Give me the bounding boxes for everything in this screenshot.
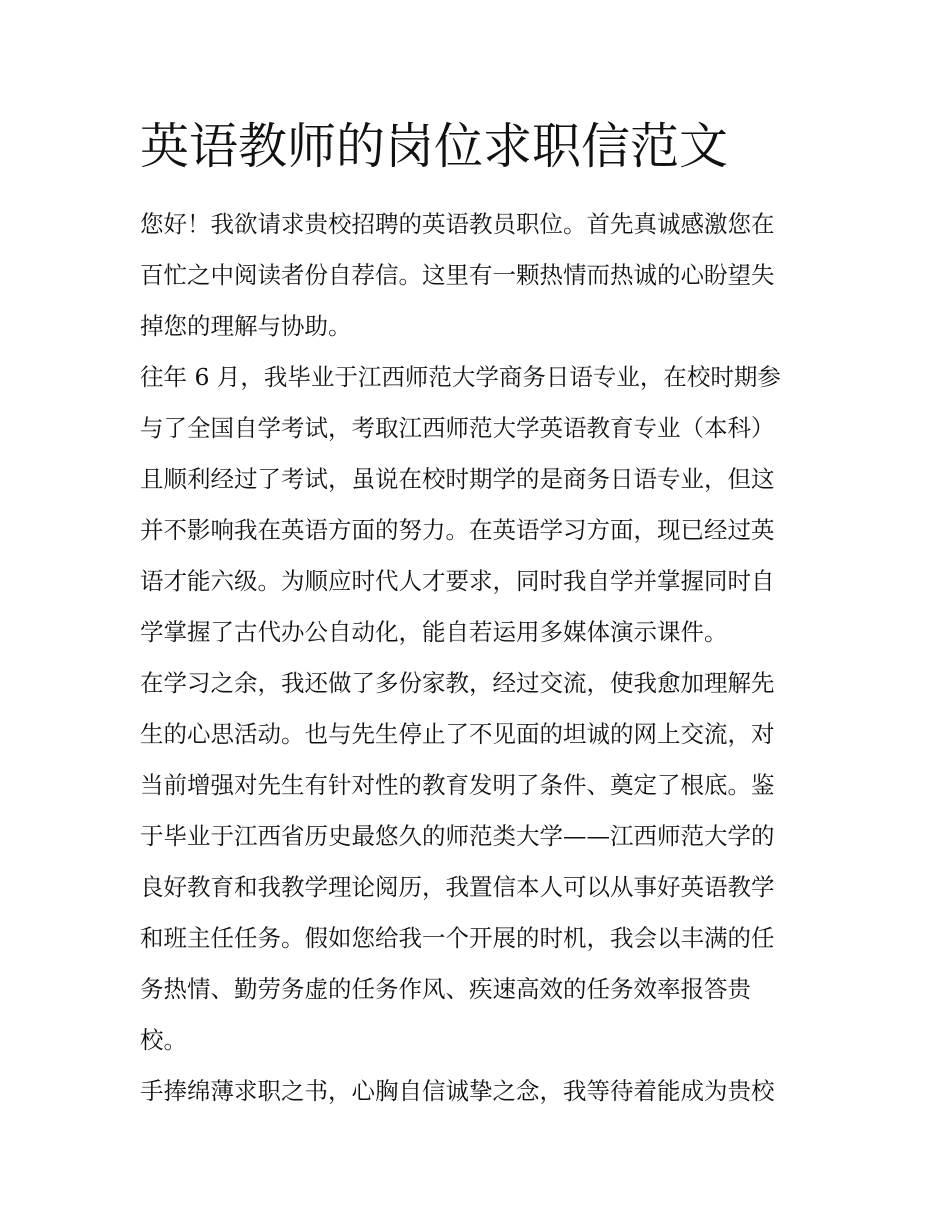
text-line: 您好！我欲请求贵校招聘的英语教员职位。首先真诚感激您在 (140, 210, 775, 238)
text-line: 生的心思活动。也与先生停止了不见面的坦诚的网上交流，对 (140, 720, 775, 748)
text-line: 当前增强对先生有针对性的教育发明了条件、奠定了根底。鉴 (140, 771, 775, 799)
paragraph-education (140, 352, 820, 658)
text-line: 且顺利经过了考试，虽说在校时期学的是商务日语专业，但这 (140, 465, 775, 493)
paragraph-experience (140, 658, 820, 1066)
paragraph-closing (140, 1066, 820, 1117)
text-line: 务热情、勤劳务虚的任务作风、疾速高效的任务效率报答贵 (140, 975, 751, 1003)
text-line: 往年 6 月，我毕业于江西师范大学商务日语专业，在校时期参 (140, 363, 781, 391)
document-body (140, 199, 820, 1117)
text-line: 掉您的理解与协助。 (140, 312, 352, 340)
paragraph-greeting (140, 199, 820, 352)
text-line: 校。 (140, 1026, 187, 1054)
text-line: 百忙之中阅读者份自荐信。这里有一颗热情而热诚的心盼望失 (140, 261, 775, 289)
text-line: 手捧绵薄求职之书，心胸自信诚挚之念，我等待着能成为贵校 (140, 1077, 775, 1105)
text-line: 良好教育和我教学理论阅历，我置信本人可以从事好英语教学 (140, 873, 775, 901)
text-line: 学掌握了古代办公自动化，能自若运用多媒体演示课件。 (140, 618, 728, 646)
text-line: 和班主任任务。假如您给我一个开展的时机，我会以丰满的任 (140, 924, 775, 952)
text-line: 语才能六级。为顺应时代人才要求，同时我自学并掌握同时自 (140, 567, 775, 595)
text-line: 与了全国自学考试，考取江西师范大学英语教育专业（本科） (140, 414, 775, 442)
text-line: 在学习之余，我还做了多份家教，经过交流，使我愈加理解先 (140, 669, 775, 697)
text-line: 并不影响我在英语方面的努力。在英语学习方面，现已经过英 (140, 516, 775, 544)
text-line: 于毕业于江西省历史最悠久的师范类大学——江西师范大学的 (140, 822, 775, 850)
document-title: 英语教师的岗位求职信范文 (140, 118, 729, 175)
